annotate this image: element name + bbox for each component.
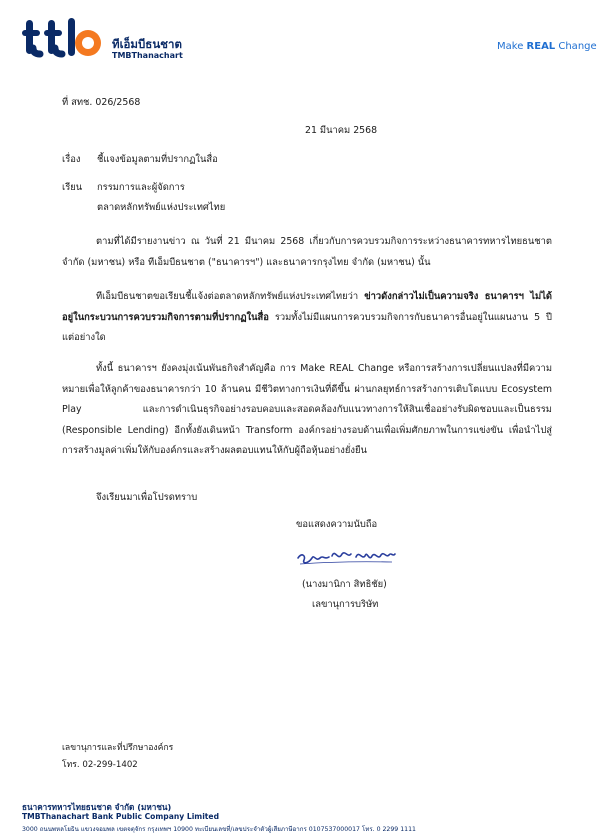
recipient-label: เรียน (62, 182, 83, 193)
closing-request: จึงเรียนมาเพื่อโปรดทราบ (96, 492, 198, 503)
paragraph-2 (62, 287, 552, 349)
ttb-logo (22, 18, 108, 60)
slogan-suffix: Change (555, 41, 597, 52)
letter-date: 21 มีนาคม 2568 (305, 125, 378, 136)
paragraph-2-emphasis: ข่าวดังกล่าวไม่เป็นความจริง ธนาคารฯ ไม่ได้อยู่ในกระบวนการควบรวมกิจการตามที่ปรากฏในสื่อ (62, 291, 552, 323)
paragraph-3: ทั้งนี้ ธนาคารฯ ยังคงมุ่งเน้นพันธกิจสำคัญคือ การ Make REAL Change หรือการสร้างการเปลี่ยนแปลงที่มีความหมายเพื่อให้ลูกค้าของธนาคารกว่า 10 ล้านคน มีชีวิตทางการเงินที่ดีขึ้น ผ่านกลยุทธ์การสร้างการเติบโตแบบ Ecosystem Play และการดำเนินธุรกิจอย่างรอบคอบและสอดคล้องกับแนวทางการให้สินเชื่ออย่างรับผิดชอบและเป็นธรรม (Responsible Lending) อีกทั้งยังเดินหน้า Transform องค์กรอย่างรอบด้านเพื่อเพิ่มศักยภาพในการแข่งขัน เพื่อนำไปสู่การสร้างมูลค่าเพิ่มให้กับองค์กรและสร้างผลตอบแทนให้กับผู้ถือหุ้นอย่างยั่งยืน (62, 363, 552, 456)
signatory-name: (นางมานิกา สิทธิชัย) (302, 579, 387, 590)
contact-department: เลขานุการและที่ปรึกษาองค์กร (62, 743, 174, 753)
signature-image (292, 540, 412, 570)
paragraph-2-rest: รวมทั้งไม่มีแผนการควบรวมกิจการกับธนาคารอื่นอยู่ในแผนงาน 5 ปีแต่อย่างใด (62, 311, 552, 343)
slogan (497, 41, 597, 52)
brand-name-thai: ทีเอ็มบีธนชาต (112, 37, 182, 51)
contact-phone: โทร. 02-299-1402 (62, 760, 138, 770)
closing-salutation: ขอแสดงความนับถือ (296, 519, 378, 530)
footer-company-thai: ธนาคารทหารไทยธนชาต จำกัด (มหาชน) (22, 802, 172, 812)
brand-name-english: TMBThanachart (112, 51, 183, 60)
recipient-line-1: กรรมการและผู้จัดการ (97, 182, 185, 193)
subject-label: เรื่อง (62, 154, 81, 165)
paragraph-1: ตามที่ได้มีรายงานข่าว ณ วันที่ 21 มีนาคม 2568 เกี่ยวกับการควบรวมกิจการระหว่างธนาคารทหารไทยธนชาต จำกัด (มหาชน) หรือ ทีเอ็มบีธนชาต ("ธนาคารฯ") และธนาคารกรุงไทย จำกัด (มหาชน) นั้น (62, 236, 552, 268)
signatory-title: เลขานุการบริษัท (312, 599, 379, 610)
recipient-line-2: ตลาดหลักทรัพย์แห่งประเทศไทย (97, 202, 226, 213)
footer-address: 3000 ถนนพหลโยธิน แขวงจอมพล เขตจตุจักร กรุงเทพฯ 10900 ทะเบียนเลขที่/เลขประจำตัวผู้เสียภาษีอากร 0107537000017 โทร. 0 2299 1111 (22, 826, 416, 833)
reference-number: ที่ สทช. 026/2568 (62, 97, 141, 108)
slogan-bold: REAL (526, 41, 556, 52)
subject-value: ชี้แจงข้อมูลตามที่ปรากฏในสื่อ (97, 154, 218, 165)
footer-company-english: TMBThanachart Bank Public Company Limited (22, 812, 220, 821)
slogan-prefix: Make (497, 41, 527, 52)
paragraph-2-intro: ทีเอ็มบีธนชาตขอเรียนชี้แจ้งต่อตลาดหลักทรัพย์แห่งประเทศไทยว่า (96, 291, 365, 302)
